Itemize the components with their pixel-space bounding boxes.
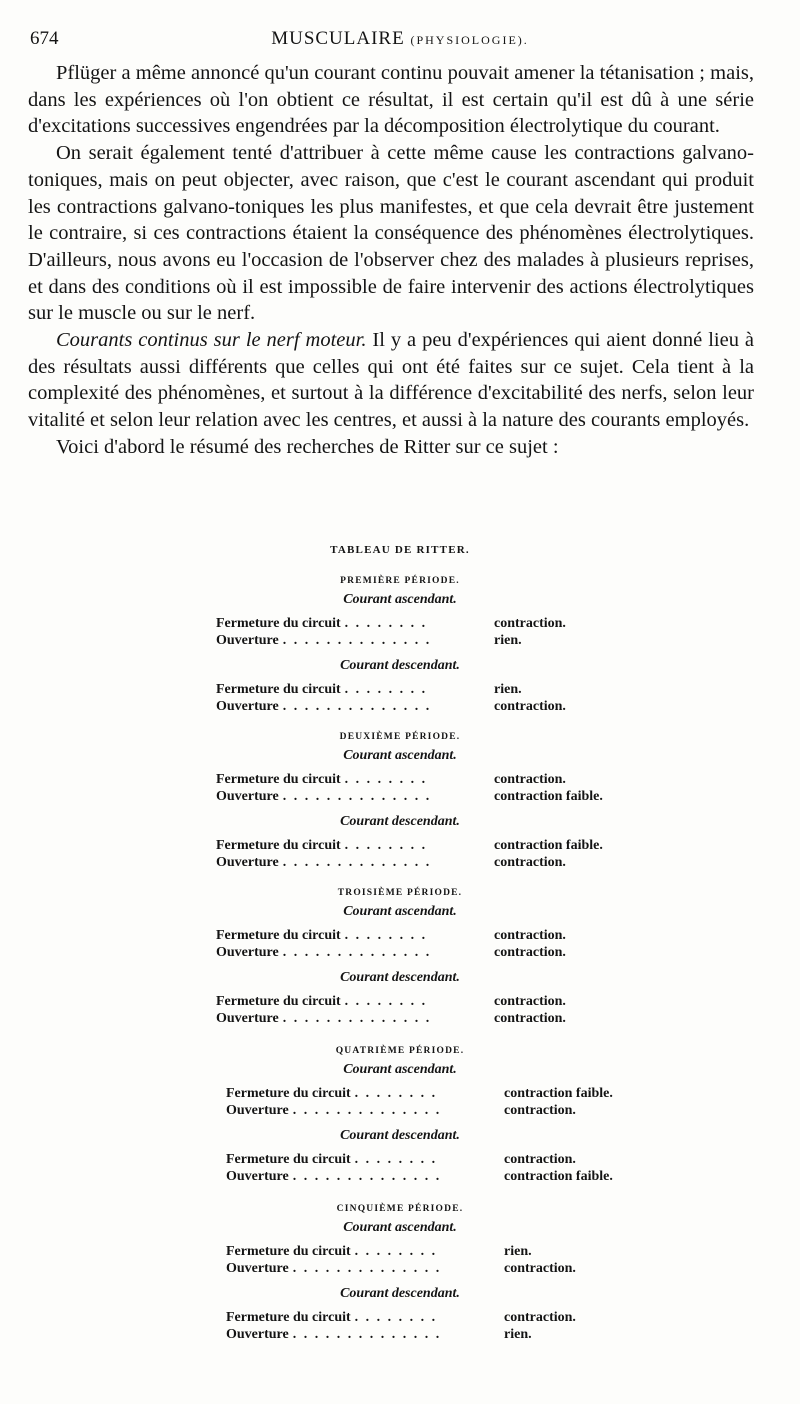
paragraph-3 xyxy=(28,327,754,434)
row-label: Ouverture xyxy=(226,1103,289,1118)
dot-leader: . . . . . . . . xyxy=(354,1086,438,1101)
row-label: Fermeture du circuit xyxy=(216,928,341,943)
row-label: Fermeture du circuit xyxy=(226,1244,351,1259)
table-row xyxy=(216,699,566,715)
dot-leader: . . . . . . . . . . . . . . xyxy=(292,1169,442,1184)
paragraph-3-text: Il y a peu d'expériences qui aient donné lieu à des résultats aussi différents que celles qui ont été faites sur ce sujet. Cela tient à la complexité des phénomènes, et surtout à la différence d'excitabilité des nerfs, selon leur vitalité et selon leur relation avec les centres, et aussi à la nature des courants employés. xyxy=(28,329,754,432)
current-ascendant-heading: Courant ascendant. xyxy=(343,1220,457,1235)
row-result: contraction. xyxy=(494,1011,566,1026)
row-label: Ouverture xyxy=(216,855,279,870)
row-result: contraction faible. xyxy=(504,1086,613,1101)
row-label: Ouverture xyxy=(216,1011,279,1026)
dot-leader: . . . . . . . . xyxy=(354,1152,438,1167)
page-number: 674 xyxy=(30,28,59,49)
row-result: rien. xyxy=(494,633,522,648)
running-title-main: MUSCULAIRE xyxy=(271,28,405,49)
table-row xyxy=(216,838,603,854)
period-title: PREMIÈRE PÉRIODE. xyxy=(340,576,460,586)
current-descendant-heading: Courant descendant. xyxy=(340,1286,460,1301)
table-row xyxy=(216,928,566,944)
table-row xyxy=(226,1152,576,1168)
row-result: rien. xyxy=(504,1327,532,1342)
row-result: contraction. xyxy=(494,928,566,943)
page-header xyxy=(30,28,770,54)
dot-leader: . . . . . . . . . . . . . . xyxy=(282,945,432,960)
row-label: Fermeture du circuit xyxy=(226,1152,351,1167)
row-label: Fermeture du circuit xyxy=(216,682,341,697)
row-result: contraction. xyxy=(504,1310,576,1325)
row-label: Fermeture du circuit xyxy=(216,616,341,631)
dot-leader: . . . . . . . . xyxy=(354,1244,438,1259)
row-label: Fermeture du circuit xyxy=(216,838,341,853)
row-label: Fermeture du circuit xyxy=(216,994,341,1009)
period-title: CINQUIÈME PÉRIODE. xyxy=(336,1204,464,1214)
row-result: contraction faible. xyxy=(494,789,603,804)
row-result: contraction. xyxy=(494,772,566,787)
table-row xyxy=(216,1011,566,1027)
row-result: rien. xyxy=(494,682,522,697)
row-result: contraction. xyxy=(504,1103,576,1118)
dot-leader: . . . . . . . . xyxy=(344,994,428,1009)
table-row xyxy=(216,616,566,632)
dot-leader: . . . . . . . . . . . . . . xyxy=(292,1327,442,1342)
table-row xyxy=(226,1103,576,1119)
current-descendant-heading: Courant descendant. xyxy=(340,658,460,673)
current-ascendant-heading: Courant ascendant. xyxy=(343,904,457,919)
running-title-sub: (PHYSIOLOGIE). xyxy=(410,33,529,47)
table-title: TABLEAU DE RITTER. xyxy=(330,544,470,556)
table-row xyxy=(226,1169,613,1185)
dot-leader: . . . . . . . . . . . . . . xyxy=(282,855,432,870)
table-row xyxy=(226,1327,532,1343)
row-result: contraction. xyxy=(494,994,566,1009)
row-result: contraction. xyxy=(494,855,566,870)
section-heading-italic: Courants continus sur le nerf moteur. xyxy=(56,329,367,352)
row-result: contraction. xyxy=(494,945,566,960)
row-result: rien. xyxy=(504,1244,532,1259)
row-label: Fermeture du circuit xyxy=(226,1310,351,1325)
table-row xyxy=(216,682,522,698)
current-descendant-heading: Courant descendant. xyxy=(340,814,460,829)
row-label: Fermeture du circuit xyxy=(226,1086,351,1101)
dot-leader: . . . . . . . . . . . . . . xyxy=(282,699,432,714)
dot-leader: . . . . . . . . . . . . . . xyxy=(282,1011,432,1026)
table-row xyxy=(226,1310,576,1326)
row-result: contraction. xyxy=(504,1261,576,1276)
dot-leader: . . . . . . . . . . . . . . xyxy=(292,1261,442,1276)
dot-leader: . . . . . . . . . . . . . . xyxy=(292,1103,442,1118)
dot-leader: . . . . . . . . xyxy=(344,928,428,943)
running-title xyxy=(30,28,770,50)
dot-leader: . . . . . . . . xyxy=(344,772,428,787)
dot-leader: . . . . . . . . . . . . . . xyxy=(282,633,432,648)
current-descendant-heading: Courant descendant. xyxy=(340,1128,460,1143)
period-title: DEUXIÈME PÉRIODE. xyxy=(339,732,461,742)
dot-leader: . . . . . . . . . . . . . . xyxy=(282,789,432,804)
table-row xyxy=(216,945,566,961)
table-row xyxy=(226,1244,532,1260)
table-row xyxy=(216,772,566,788)
current-ascendant-heading: Courant ascendant. xyxy=(343,748,457,763)
row-label: Fermeture du circuit xyxy=(216,772,341,787)
body-text xyxy=(28,60,754,461)
row-label: Ouverture xyxy=(226,1327,289,1342)
row-label: Ouverture xyxy=(216,699,279,714)
table-row xyxy=(216,789,603,805)
row-label: Ouverture xyxy=(226,1169,289,1184)
row-result: contraction. xyxy=(494,616,566,631)
dot-leader: . . . . . . . . xyxy=(344,682,428,697)
paragraph-2: On serait également tenté d'attribuer à cette même cause les contractions galvano-toniques, mais on peut objecter, avec raison, que c'est le courant ascendant qui produit les contractions galvano-toniques les plus manifestes, et que cela devrait être justement le contraire, si ces contractions étaient la conséquence des phénomènes électrolytiques. D'ailleurs, nous avons eu l'occasion de l'observer chez des malades à plusieurs reprises, et dans des conditions où il est impossible de faire intervenir des actions électrolytiques sur le muscle ou sur le nerf. xyxy=(28,142,754,325)
dot-leader: . . . . . . . . xyxy=(354,1310,438,1325)
paragraph-1: Pflüger a même annoncé qu'un courant continu pouvait amener la tétanisation ; mais, dans les expériences où l'on obtient ce résultat, il est certain qu'il est dû à une série d'excitations successives engendrées par la décomposition électrolytique du courant. xyxy=(28,62,754,138)
row-result: contraction. xyxy=(494,699,566,714)
table-row xyxy=(216,855,566,871)
period-title: TROISIÈME PÉRIODE. xyxy=(337,888,463,898)
row-result: contraction faible. xyxy=(494,838,603,853)
current-ascendant-heading: Courant ascendant. xyxy=(343,1062,457,1077)
row-label: Ouverture xyxy=(216,945,279,960)
period-title: QUATRIÈME PÉRIODE. xyxy=(335,1046,465,1056)
dot-leader: . . . . . . . . xyxy=(344,616,428,631)
dot-leader: . . . . . . . . xyxy=(344,838,428,853)
table-row xyxy=(216,633,522,649)
row-label: Ouverture xyxy=(226,1261,289,1276)
paragraph-4: Voici d'abord le résumé des recherches de Ritter sur ce sujet : xyxy=(56,435,559,458)
row-result: contraction. xyxy=(504,1152,576,1167)
table-row xyxy=(226,1261,576,1277)
row-result: contraction faible. xyxy=(504,1169,613,1184)
row-label: Ouverture xyxy=(216,633,279,648)
row-label: Ouverture xyxy=(216,789,279,804)
current-descendant-heading: Courant descendant. xyxy=(340,970,460,985)
table-row xyxy=(226,1086,613,1102)
current-ascendant-heading: Courant ascendant. xyxy=(343,592,457,607)
table-row xyxy=(216,994,566,1010)
